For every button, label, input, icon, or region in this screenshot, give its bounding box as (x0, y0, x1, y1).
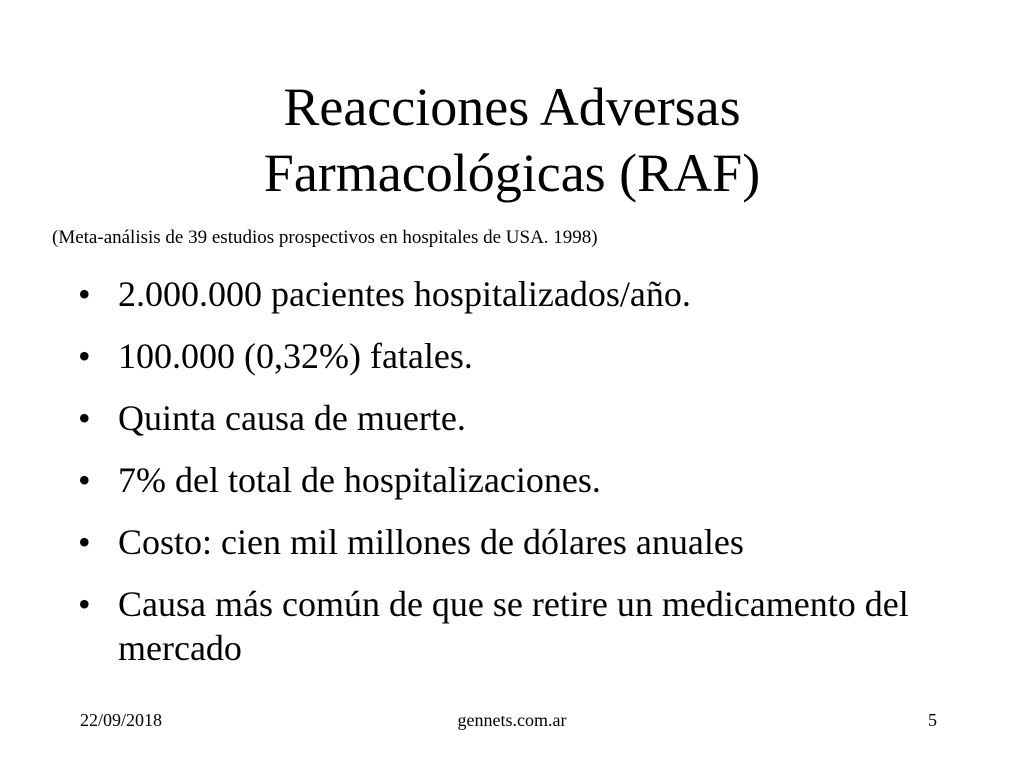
bullet-text: Costo: cien mil millones de dólares anuales (118, 522, 744, 562)
bullet-icon: • (78, 584, 91, 624)
slide-title-line-2: Farmacológicas (RAF) (263, 143, 761, 203)
bullet-item (78, 458, 978, 502)
bullet-item (78, 334, 978, 378)
bullet-text: 7% del total de hospitalizaciones. (118, 460, 601, 500)
bullet-icon: • (78, 522, 91, 562)
slide-subtitle: (Meta-análisis de 39 estudios prospectivos en hospitales de USA. 1998) (52, 227, 598, 248)
bullet-icon: • (78, 336, 91, 376)
slide-title (0, 74, 1024, 206)
bullet-icon: • (78, 274, 91, 314)
bullet-text: Quinta causa de muerte. (118, 398, 466, 438)
footer-date: 22/09/2018 (80, 710, 163, 730)
bullet-item (78, 272, 978, 316)
bullet-text: Causa más común de que se retire un medicamento del mercado (118, 584, 909, 668)
bullet-item (78, 396, 978, 440)
bullet-icon: • (78, 460, 91, 500)
bullet-text: 100.000 (0,32%) fatales. (118, 336, 473, 376)
bullet-list (78, 272, 978, 670)
footer-site: gennets.com.ar (457, 710, 567, 730)
bullet-icon: • (78, 398, 91, 438)
slide-title-line-1: Reacciones Adversas (283, 77, 741, 137)
footer-page-number: 5 (928, 710, 937, 730)
bullet-item (78, 520, 978, 564)
bullet-item (78, 582, 978, 670)
bullet-text: 2.000.000 pacientes hospitalizados/año. (118, 274, 691, 314)
